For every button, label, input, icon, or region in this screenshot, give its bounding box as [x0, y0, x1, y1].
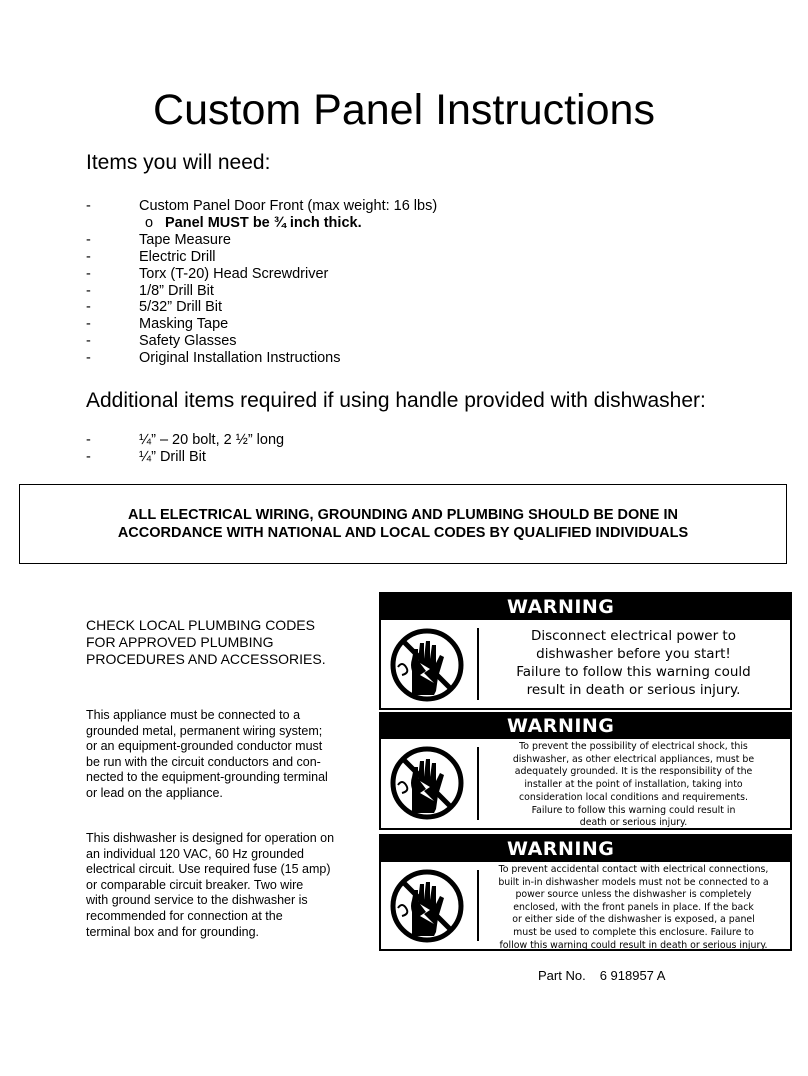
page-title: Custom Panel Instructions: [153, 86, 655, 134]
warning-message: Disconnect electrical power to dishwasher before you start! Failure to follow this warning could result in death or serious injury.: [516, 628, 751, 698]
list-item: - Masking Tape: [86, 316, 229, 333]
list-item: - 5/32” Drill Bit: [86, 299, 222, 316]
warning-message: To prevent the possibility of electrical shock, this dishwasher, as other electrical appliances, must be adequately grounded. It is the responsibility of the installer at the point of installation, taking into consideration local conditions and requirements. Failure to follow this warning could result in death or serious injury.: [512, 741, 755, 829]
part-number: [538, 968, 665, 984]
items-list: [86, 198, 437, 367]
list-item: - Original Installation Instructions: [86, 350, 341, 367]
warning-heading: WARNING: [381, 594, 790, 620]
list-item: - Torx (T-20) Head Screwdriver: [86, 265, 329, 282]
list-subitem: o Panel MUST be ¾ inch thick.: [145, 214, 362, 231]
warning-panel-enclosure: [379, 834, 792, 951]
notice-text: ALL ELECTRICAL WIRING, GROUNDING AND PLUMBING SHOULD BE DONE IN ACCORDANCE WITH NATIONAL AND LOCAL CODES BY QUALIFIED INDIVIDUALS: [117, 507, 689, 541]
additional-items-heading: Additional items required if using handle provided with dishwasher:: [86, 389, 706, 412]
part-number-label: Part No.: [538, 968, 586, 983]
list-item: - Custom Panel Door Front (max weight: 16 lbs): [86, 198, 438, 214]
additional-items-list: [86, 432, 284, 466]
list-item: - ¼” – 20 bolt, 2 ½” long: [86, 432, 285, 448]
warning-message: To prevent accidental contact with electrical connections, built in-in dishwasher models must not be connected to a power source unless the dishwasher is completely enclosed, with the front panels in place. If the back or either side of the dishwasher is exposed, a panel must be used to complete this enclosure. Failure to follow this warning could result in death or serious injury.: [498, 864, 769, 951]
shock-hazard-icon: [386, 866, 468, 950]
shock-hazard-icon: [386, 625, 468, 709]
circuit-paragraph: This dishwasher is designed for operation on an individual 120 VAC, 60 Hz grounded electrical circuit. Use required fuse (15 amp) or comparable circuit breaker. Two wire with ground service to the dishwasher is recommended for connection at the terminal box and for grounding.: [86, 831, 335, 939]
list-item: - Electric Drill: [86, 248, 216, 265]
grounding-paragraph: This appliance must be connected to a grounded metal, permanent wiring system; or an equipment-grounded conductor must be run with the circuit conductors and con- nected to the equipment-grounding terminal or lead on the appliance.: [86, 708, 328, 800]
warning-heading: WARNING: [381, 714, 790, 739]
list-item: - ¼” Drill Bit: [86, 449, 206, 465]
shock-hazard-icon: [386, 743, 468, 827]
part-number-value: 6 918957 A: [599, 968, 666, 983]
plumbing-codes-note: CHECK LOCAL PLUMBING CODES FOR APPROVED PLUMBING PROCEDURES AND ACCESSORIES.: [86, 617, 326, 667]
items-heading: Items you will need:: [86, 151, 271, 174]
list-item: - Safety Glasses: [86, 333, 237, 350]
electrical-notice-box: [19, 484, 787, 564]
list-item: - 1/8” Drill Bit: [86, 282, 214, 299]
warning-panel-disconnect-power: [379, 592, 792, 710]
warning-panel-grounding: [379, 712, 792, 830]
warning-heading: WARNING: [381, 836, 790, 862]
list-item: - Tape Measure: [86, 231, 231, 248]
